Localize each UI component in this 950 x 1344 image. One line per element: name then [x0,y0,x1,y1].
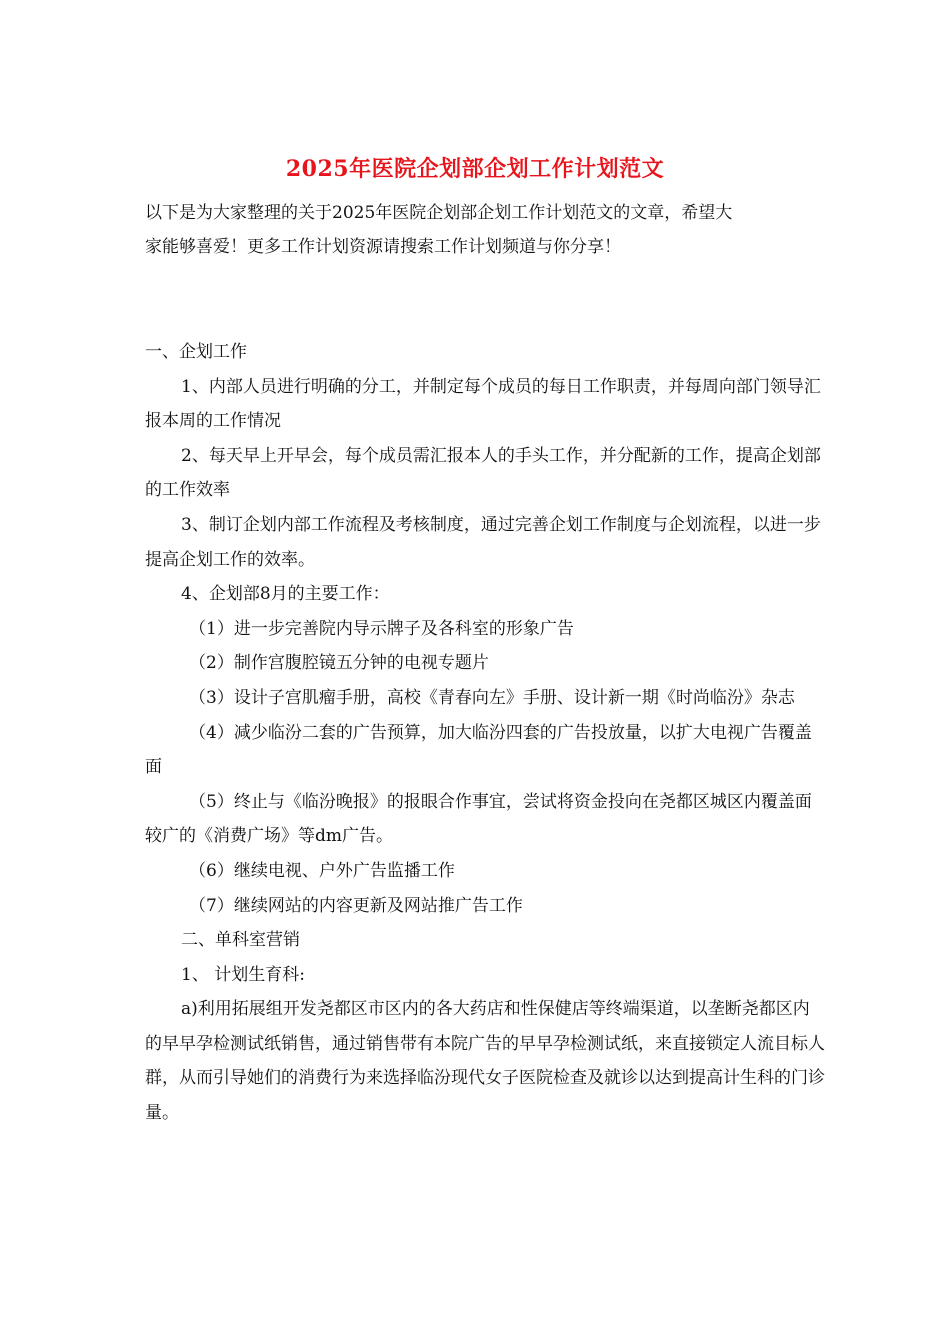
body-paragraph: a)利用拓展组开发尧都区市区内的各大药店和性保健店等终端渠道，以垄断尧都区内的早早孕检测试纸销售，通过销售带有本院广告的早早孕检测试纸，来直接锁定人流目标人群，从而引导她们的消费行为来选择临汾现代女子医院检查及就诊以达到提高计生科的门诊量。 [145,999,825,1124]
list-item: （4）减少临汾二套的广告预算，加大临汾四套的广告投放量，以扩大电视广告覆盖面 [145,722,812,778]
list-item: （3）设计子宫肌瘤手册，高校《青春向左》手册、设计新一期《时尚临汾》杂志 [189,687,795,708]
body-paragraph: 3、制订企划内部工作流程及考核制度，通过完善企划工作制度与企划流程，以进一步提高企划工作的效率。 [145,514,821,570]
intro-line: 家能够喜爱！更多工作计划资源请搜索工作计划频道与你分享！ [145,237,621,257]
body-paragraph: 2、每天早上开早会，每个成员需汇报本人的手头工作，并分配新的工作，提高企划部的工作效率 [145,445,821,501]
intro-line: 以下是为大家整理的关于2025年医院企划部企划工作计划范文的文章，希望大 [145,203,733,223]
document-body [145,335,825,1131]
list-item: （5）终止与《临汾晚报》的报眼合作事宜，尝试将资金投向在尧都区城区内覆盖面较广的《消费广场》等dm广告。 [145,791,812,847]
document-title: 2025年医院企划部企划工作计划范文 [285,156,665,182]
list-item: （7）继续网站的内容更新及网站推广告工作 [189,895,523,916]
intro-paragraph [145,196,825,264]
body-paragraph: 4、企划部8月的主要工作： [181,584,390,605]
list-item: （1）进一步完善院内导示牌子及各科室的形象广告 [189,618,574,639]
section-heading: 二、单科室营销 [181,930,300,951]
body-paragraph: 1、内部人员进行明确的分工，并制定每个成员的每日工作职责，并每周向部门领导汇报本周的工作情况 [145,376,821,432]
list-item: （6）继续电视、户外广告监播工作 [189,860,455,881]
list-item: （2）制作宫腹腔镜五分钟的电视专题片 [189,653,489,674]
subsection-heading: 1、 计划生育科: [181,964,305,985]
section-heading: 一、企划工作 [145,342,247,362]
